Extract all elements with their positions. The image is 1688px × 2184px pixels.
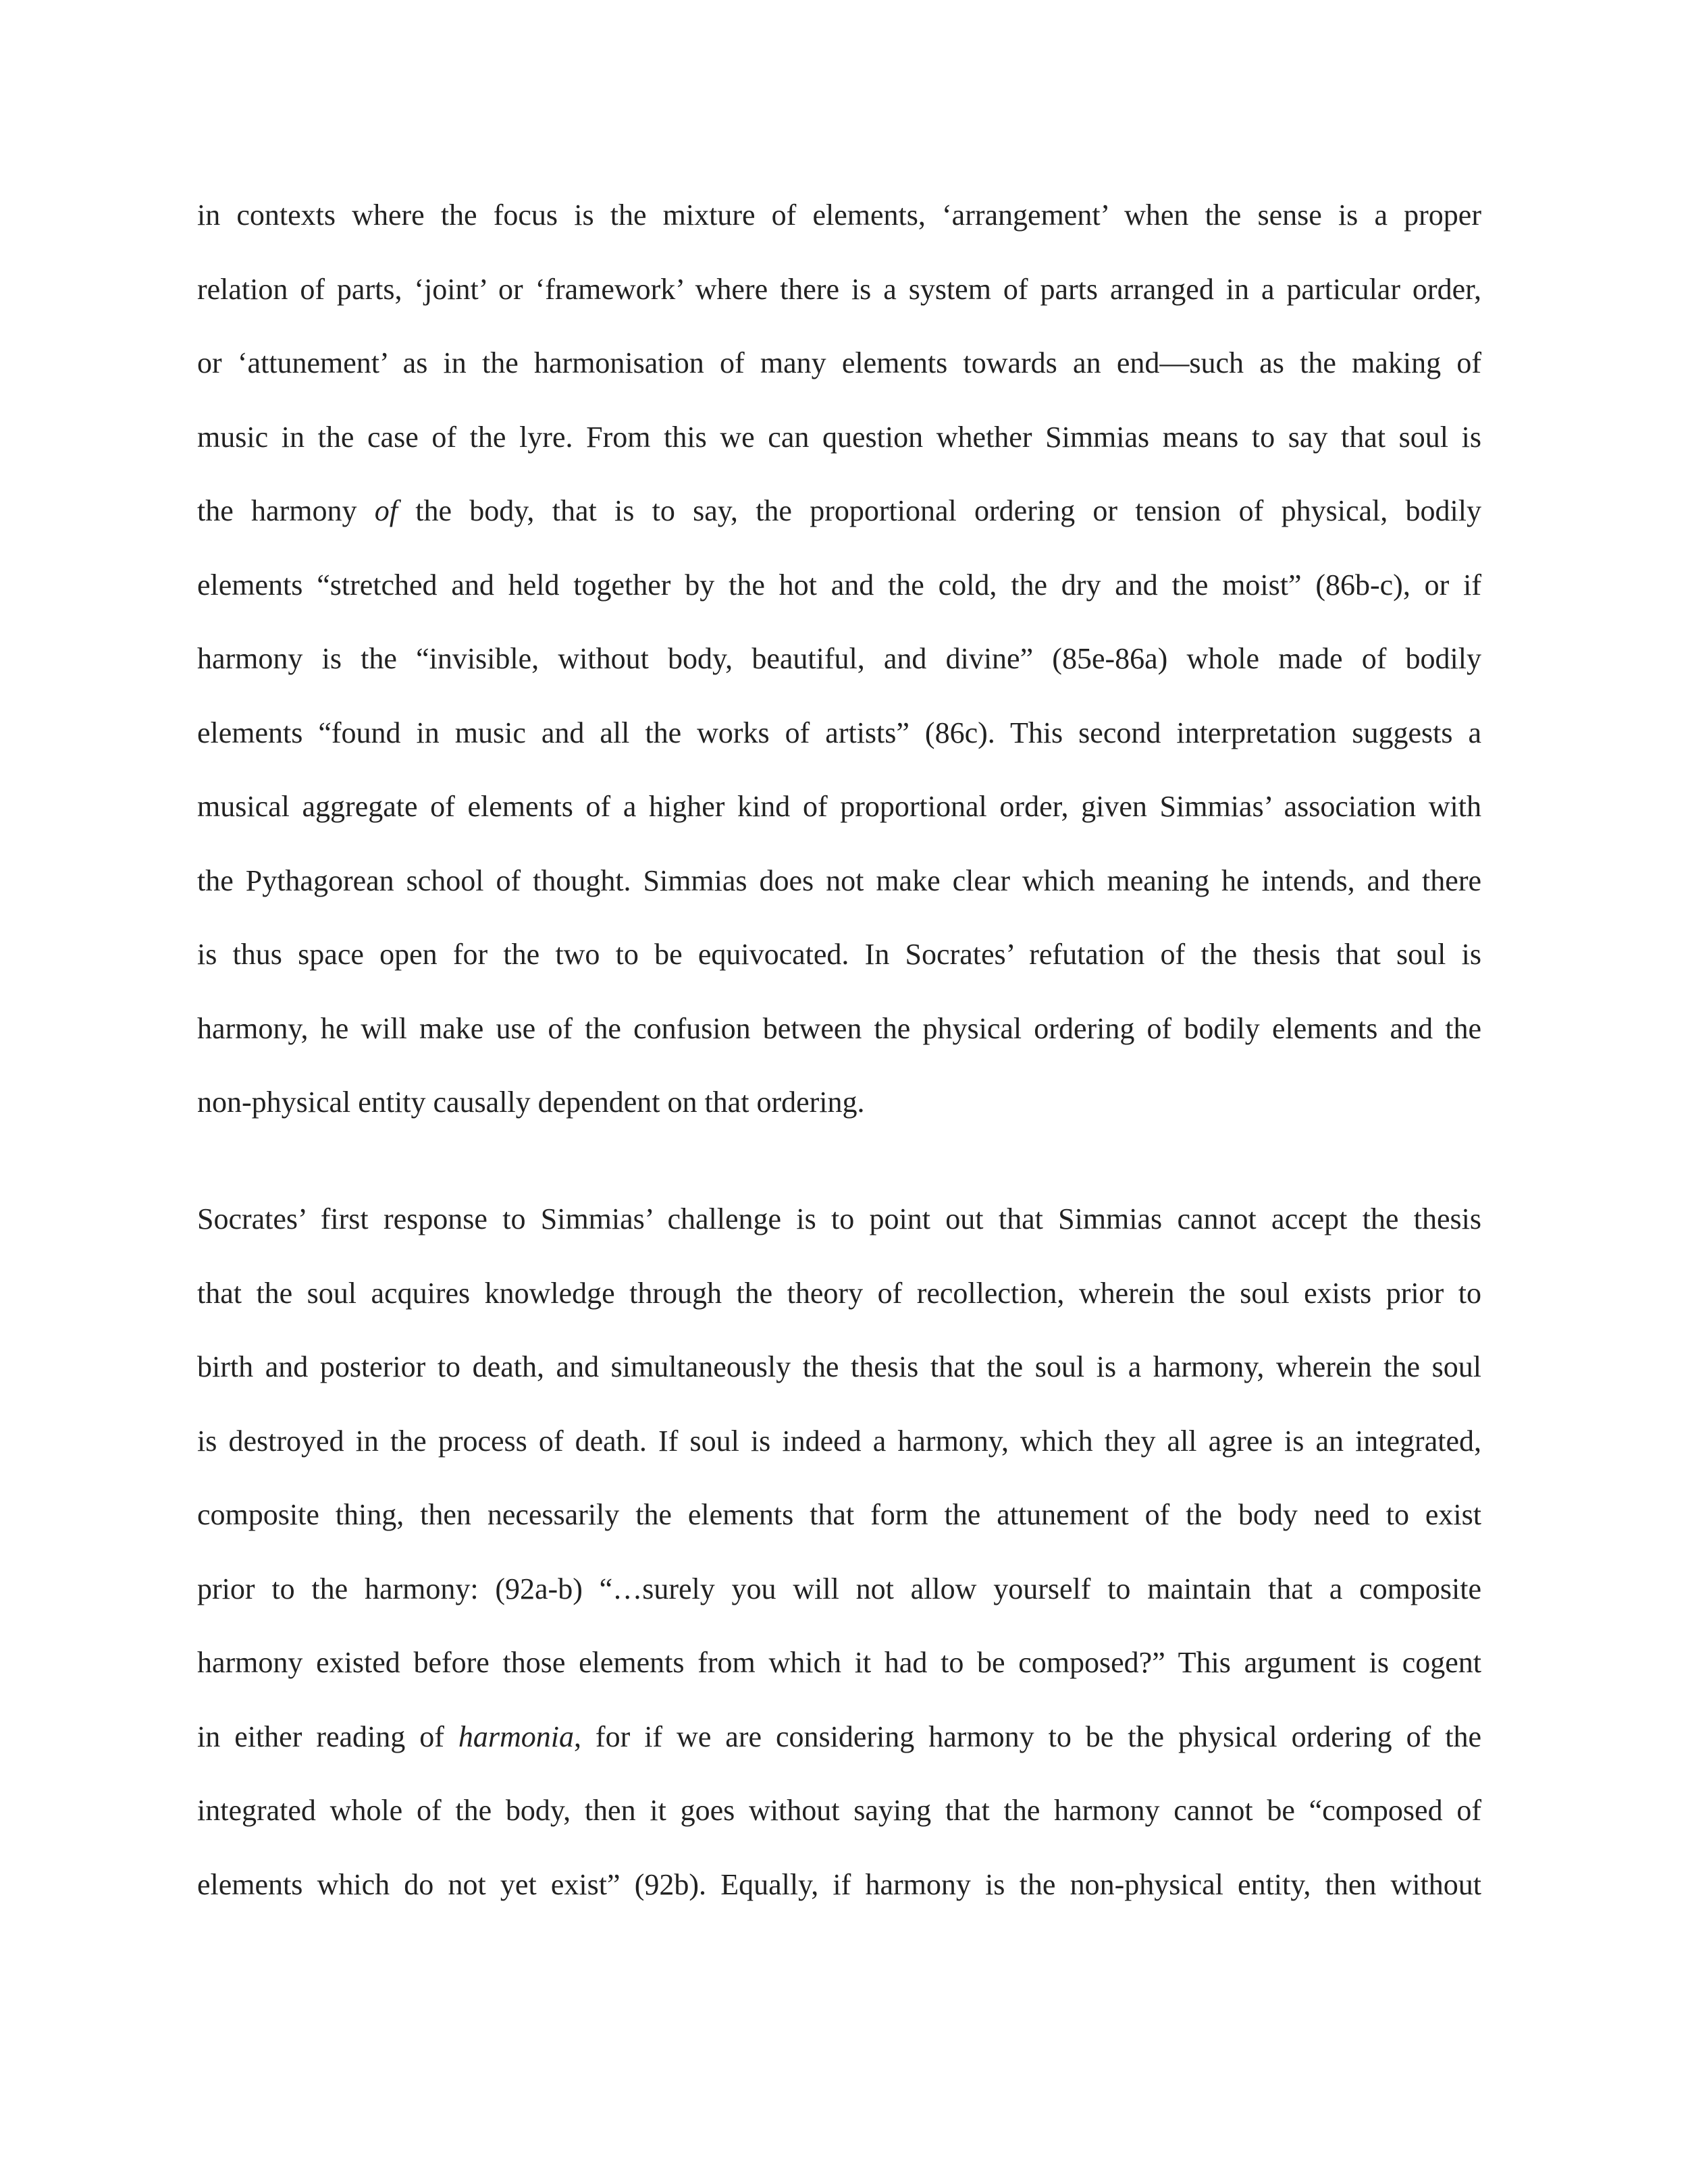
text-line bbox=[197, 934, 1481, 975]
italic-text: of bbox=[374, 494, 398, 527]
text-line bbox=[197, 1495, 1481, 1535]
text-run: in contexts where the focus is the mixture of elements, ‘arrangement’ when the sense is a proper bbox=[197, 198, 1481, 232]
text-run: the Pythagorean school of thought. Simmias does not make clear which meaning he intends, and there bbox=[197, 863, 1481, 897]
text-line bbox=[197, 1717, 1481, 1757]
text-line bbox=[197, 1273, 1481, 1314]
text-line bbox=[197, 713, 1481, 753]
text-line bbox=[197, 1865, 1481, 1905]
text-line bbox=[197, 1643, 1481, 1683]
text-line bbox=[197, 1569, 1481, 1609]
text-run: musical aggregate of elements of a higher kind of proportional order, given Simmias’ association with bbox=[197, 790, 1481, 823]
text-line bbox=[197, 417, 1481, 458]
text-run: Socrates’ first response to Simmias’ challenge is to point out that Simmias cannot accept the thesis bbox=[197, 1202, 1481, 1235]
text-run: in either reading of bbox=[197, 1720, 458, 1753]
text-line bbox=[197, 1199, 1481, 1240]
text-run: elements “stretched and held together by the hot and the cold, the dry and the moist” (86b-c), or if bbox=[197, 568, 1481, 602]
text-line bbox=[197, 269, 1481, 310]
text-line bbox=[197, 1790, 1481, 1831]
text-line bbox=[197, 1082, 1481, 1123]
text-line bbox=[197, 343, 1481, 383]
text-line bbox=[197, 861, 1481, 901]
text-run: music in the case of the lyre. From this we can question whether Simmias means to say that soul is bbox=[197, 420, 1481, 454]
text-run: integrated whole of the body, then it goes without saying that the harmony cannot be “composed of bbox=[197, 1794, 1481, 1827]
text-line bbox=[197, 491, 1481, 531]
text-run: the harmony bbox=[197, 494, 375, 527]
text-run: prior to the harmony: (92a-b) “…surely you will not allow yourself to maintain that a composite bbox=[197, 1572, 1481, 1605]
text-run: elements which do not yet exist” (92b). Equally, if harmony is the non-physical entity, then without bbox=[197, 1867, 1481, 1901]
text-run: or ‘attunement’ as in the harmonisation of many elements towards an end—such as the making of bbox=[197, 346, 1481, 379]
text-run: harmony, he will make use of the confusion between the physical ordering of bodily elements and the bbox=[197, 1011, 1481, 1045]
text-run: elements “found in music and all the works of artists” (86c). This second interpretation suggests a bbox=[197, 716, 1481, 749]
text-run: is thus space open for the two to be equivocated. In Socrates’ refutation of the thesis that soul is bbox=[197, 938, 1481, 971]
text-run: relation of parts, ‘joint’ or ‘framework’ where there is a system of parts arranged in a particular order, bbox=[197, 272, 1481, 306]
text-line bbox=[197, 1347, 1481, 1387]
text-line bbox=[197, 565, 1481, 606]
text-line bbox=[197, 639, 1481, 679]
text-run: harmony is the “invisible, without body, beautiful, and divine” (85e-86a) whole made of bodily bbox=[197, 642, 1481, 675]
text-run: that the soul acquires knowledge through the theory of recollection, wherein the soul exists prior to bbox=[197, 1276, 1481, 1310]
text-run: harmony existed before those elements from which it had to be composed?” This argument is cogent bbox=[197, 1646, 1481, 1679]
italic-text: harmonia bbox=[458, 1720, 574, 1753]
text-run: the body, that is to say, the proportional ordering or tension of physical, bodily bbox=[397, 494, 1481, 527]
text-run: is destroyed in the process of death. If soul is indeed a harmony, which they all agree is an integrated, bbox=[197, 1424, 1481, 1458]
text-run: non-physical entity causally dependent on that ordering. bbox=[197, 1086, 865, 1119]
text-line bbox=[197, 1009, 1481, 1049]
text-line bbox=[197, 1421, 1481, 1462]
text-line bbox=[197, 195, 1481, 236]
text-run: , for if we are considering harmony to be the physical ordering of the bbox=[573, 1720, 1481, 1753]
text-line bbox=[197, 787, 1481, 827]
text-run: composite thing, then necessarily the elements that form the attunement of the body need to exist bbox=[197, 1498, 1481, 1531]
text-run: birth and posterior to death, and simultaneously the thesis that the soul is a harmony, wherein the soul bbox=[197, 1350, 1481, 1383]
